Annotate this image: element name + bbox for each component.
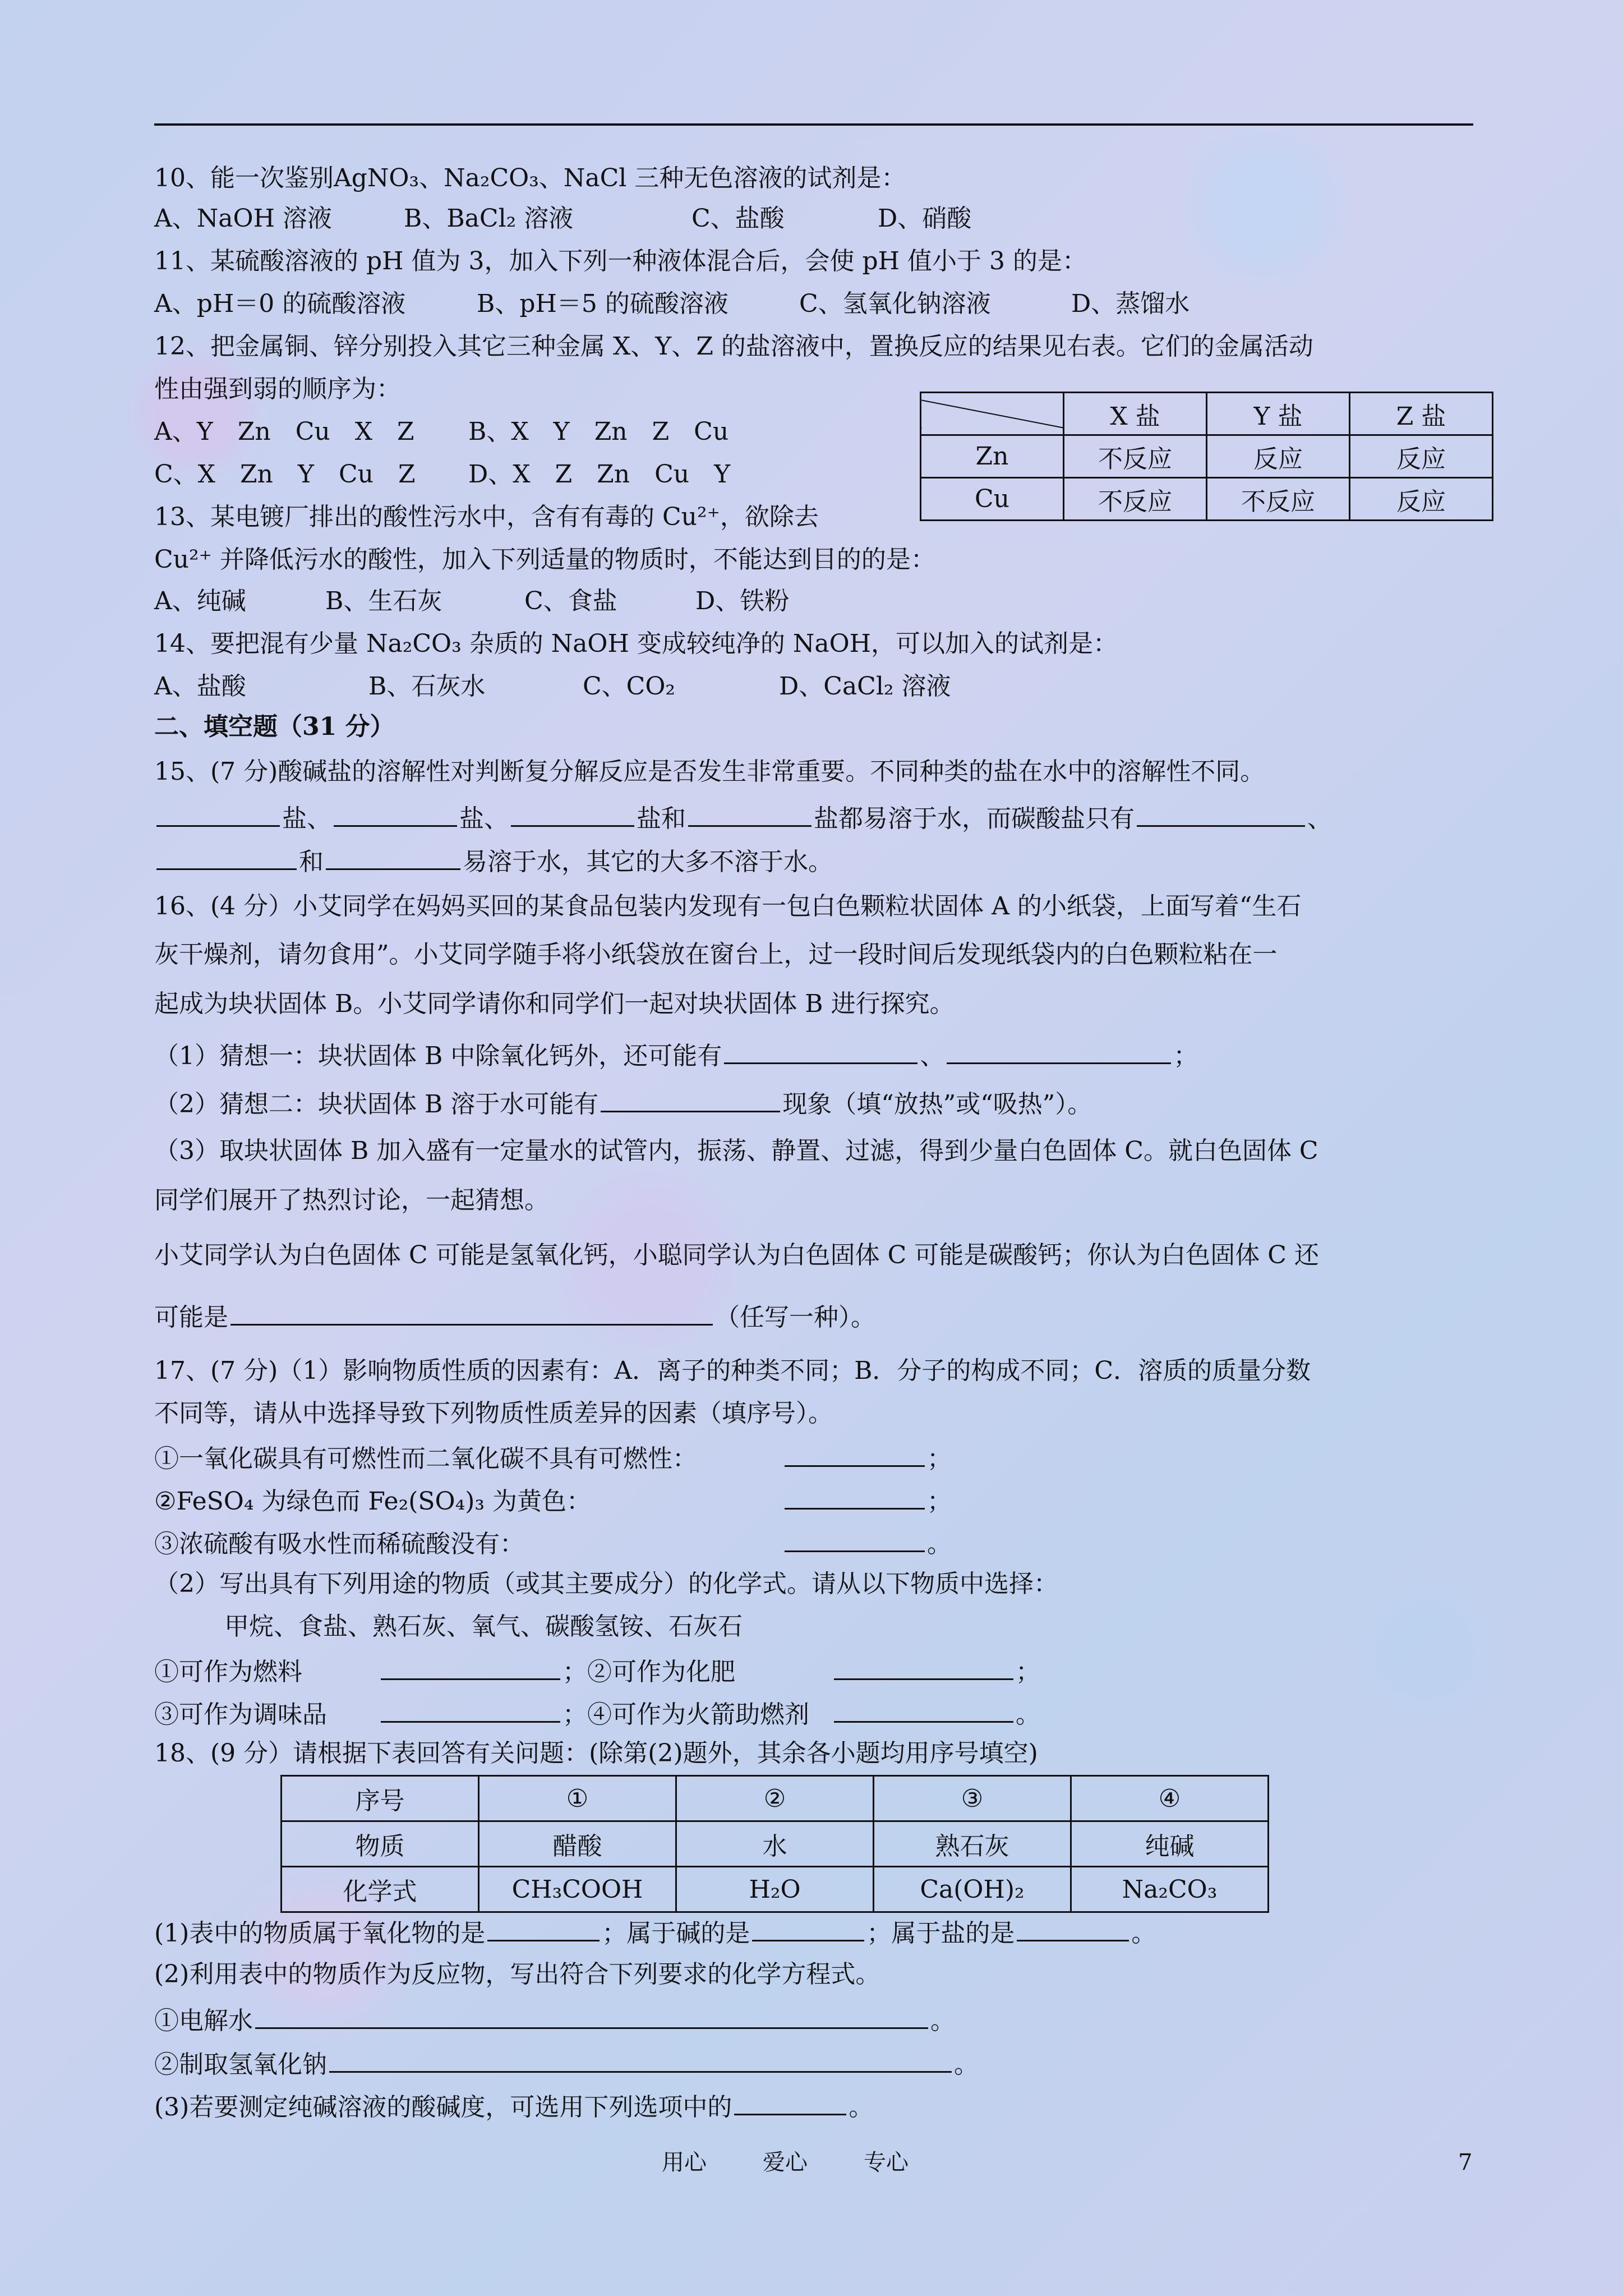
q16-blank[interactable]: [601, 1085, 780, 1112]
q12-option-c: C、X Zn Y Cu Z: [154, 460, 416, 489]
q15-text: 盐和: [637, 804, 686, 833]
header-rule: [154, 123, 1473, 126]
q17-line1: 17、(7 分)（1）影响物质性质的因素有：A．离子的种类不同；B．分子的构成不同；C．溶质的质量分数: [154, 1356, 1311, 1385]
q18-text: 。: [1131, 1919, 1156, 1948]
q18-cell: Na₂CO₃: [1071, 1867, 1269, 1912]
q15-text: 和: [299, 848, 324, 876]
q16-blank[interactable]: [724, 1037, 917, 1064]
q17-item1: [154, 1439, 952, 1476]
q12-options-ab: [154, 415, 728, 449]
q17-text: ③浓硫酸有吸水性而稀硫酸没有：: [154, 1530, 524, 1558]
q11-options: [154, 287, 1189, 321]
q14-stem: 14、要把混有少量 Na₂CO₃ 杂质的 NaOH 变成较纯净的 NaOH，可以加入的试剂是：: [154, 629, 1118, 658]
q17-part2: （2）写出具有下列用途的物质（或其主要成分）的化学式。请从以下物质中选择：: [154, 1570, 1058, 1598]
q18-blank[interactable]: [255, 2001, 928, 2029]
q13-options: [154, 585, 789, 618]
footer-motto-2: 爱心: [763, 2150, 808, 2175]
q10-option-a: A、NaOH 溶液: [154, 204, 332, 233]
q18-blank[interactable]: [734, 2088, 846, 2115]
q12-row-metal: Cu: [921, 478, 1064, 521]
q14-options: [154, 670, 951, 703]
q17-text: ；②可作为化肥: [562, 1658, 735, 1686]
q15-blank[interactable]: [1137, 799, 1305, 827]
q15-line3: [154, 843, 833, 879]
q18-cell: CH₃COOH: [479, 1867, 676, 1912]
q11-option-d: D、蒸馏水: [1071, 289, 1190, 318]
q14-option-d: D、CaCl₂ 溶液: [779, 672, 951, 701]
q12-header-y: Y 盐: [1207, 393, 1350, 435]
q15-text: 盐都易溶于水，而碳酸盐只有: [814, 804, 1135, 833]
q17-text: ①可作为燃料: [154, 1658, 302, 1686]
q16-text: 、: [920, 1042, 945, 1070]
q18-text: 。: [954, 2050, 979, 2079]
q18-cell: 熟石灰: [874, 1821, 1071, 1867]
q12-option-d: D、X Z Zn Cu Y: [468, 460, 731, 489]
q10-option-b: B、BaCl₂ 溶液: [404, 204, 574, 233]
q12-options-cd: [154, 458, 730, 491]
q12-stem-line1: 12、把金属铜、锌分别投入其它三种金属 X、Y、Z 的盐溶液中，置换反应的结果见右表。它们的金属活动: [154, 332, 1313, 361]
q18-sub3: [154, 2088, 873, 2124]
q17-blank[interactable]: [381, 1653, 560, 1680]
q17-item2: [154, 1482, 952, 1519]
q16-text: （任写一种）。: [715, 1303, 875, 1332]
page-number: 7: [1458, 2150, 1473, 2175]
q17-use-line2: [154, 1695, 1040, 1732]
q14-option-b: B、石灰水: [368, 672, 486, 701]
q12-cell: 不反应: [1207, 478, 1350, 521]
q15-text: 盐、: [282, 804, 331, 833]
q17-text: 。: [927, 1530, 952, 1558]
q18-text: 。: [849, 2093, 874, 2122]
q14-option-c: C、CO₂: [583, 672, 676, 701]
q17-text: ①一氧化碳具有可燃性而二氧化碳不具有可燃性：: [154, 1444, 697, 1473]
q18-text: (3)若要测定纯碱溶液的酸碱度，可选用下列选项中的: [154, 2093, 732, 2122]
q12-row-metal: Zn: [921, 435, 1064, 478]
q13-option-b: B、生石灰: [325, 587, 442, 615]
q11-option-b: B、pH＝5 的硫酸溶液: [477, 289, 728, 318]
q18-cell: 水: [676, 1821, 874, 1867]
q15-blank[interactable]: [688, 799, 811, 827]
q15-line2: [154, 799, 1332, 836]
q13-option-d: D、铁粉: [695, 587, 790, 615]
q16-blank[interactable]: [230, 1298, 713, 1326]
q17-text: ；: [927, 1444, 952, 1473]
q18-text: ②制取氢氧化钠: [154, 2050, 327, 2079]
q16-text: （2）猜想二：块状固体 B 溶于水可能有: [154, 1090, 599, 1119]
q13-option-c: C、食盐: [524, 587, 617, 615]
q18-cell: ④: [1071, 1776, 1269, 1821]
q18-text: (1)表中的物质属于氧化物的是: [154, 1919, 486, 1948]
q16-line4: 小艾同学认为白色固体 C 可能是氢氧化钙，小聪同学认为白色固体 C 可能是碳酸钙；你认为白色固体 C 还: [154, 1241, 1319, 1269]
q18-sub2: (2)利用表中的物质作为反应物，写出符合下列要求的化学方程式。: [154, 1960, 880, 1989]
q17-text: ；④可作为火箭助燃剂: [562, 1700, 809, 1729]
q18-cell: ①: [479, 1776, 676, 1821]
q12-header-z: Z 盐: [1350, 393, 1493, 435]
q18-blank[interactable]: [487, 1914, 600, 1941]
q18-cell: ③: [874, 1776, 1071, 1821]
q18-cell: Ca(OH)₂: [874, 1867, 1071, 1912]
q15-blank[interactable]: [326, 843, 460, 870]
q12-table-corner: [921, 393, 1064, 435]
q17-blank[interactable]: [834, 1653, 1013, 1680]
q12-option-b: B、X Y Zn Z Cu: [468, 417, 729, 446]
q13-stem-line2: Cu²⁺ 并降低污水的酸性，加入下列适量的物质时，不能达到目的的是：: [154, 545, 935, 574]
q18-sub1: [154, 1914, 1156, 1950]
q18-text: ；属于盐的是: [866, 1919, 1015, 1948]
q16-guess1: [154, 1037, 1198, 1073]
q16-line3: 起成为块状固体 B。小艾同学请你和同学们一起对块状固体 B 进行探究。: [154, 990, 955, 1018]
q15-blank[interactable]: [156, 799, 280, 827]
q17-text: 。: [1016, 1700, 1040, 1729]
q12-stem-line2: 性由强到弱的顺序为：: [154, 375, 401, 403]
q16-text: 可能是: [154, 1303, 228, 1332]
q15-blank[interactable]: [156, 843, 297, 870]
q15-text: 易溶于水，其它的大多不溶于水。: [463, 848, 833, 876]
q17-blank[interactable]: [785, 1439, 925, 1467]
q17-use-line1: [154, 1653, 1040, 1689]
q16-step3-line2: 同学们展开了热烈讨论，一起猜想。: [154, 1186, 549, 1214]
q17-blank[interactable]: [785, 1525, 925, 1552]
q12-cell: 不反应: [1064, 478, 1207, 521]
q10-stem: 10、能一次鉴别AgNO₃、Na₂CO₃、NaCl 三种无色溶液的试剂是：: [154, 164, 906, 192]
q16-line1: 16、(4 分）小艾同学在妈妈买回的某食品包装内发现有一包白色颗粒状固体 A 的小纸袋，上面写着“生石: [154, 892, 1302, 921]
q17-text: ；: [927, 1487, 952, 1516]
q12-cell: 反应: [1350, 435, 1493, 478]
q17-blank[interactable]: [381, 1695, 560, 1723]
q16-line2: 灰干燥剂，请勿食用”。小艾同学随手将小纸袋放在窗台上，过一段时间后发现纸袋内的白色颗粒粘在一: [154, 940, 1278, 969]
q18-cell: 序号: [282, 1776, 479, 1821]
q12-header-x: X 盐: [1064, 393, 1207, 435]
q14-option-a: A、盐酸: [154, 672, 246, 701]
q11-option-c: C、氢氧化钠溶液: [799, 289, 991, 318]
q12-cell: 反应: [1207, 435, 1350, 478]
q15-line1: 15、(7 分)酸碱盐的溶解性对判断复分解反应是否发生非常重要。不同种类的盐在水中的溶解性不同。: [154, 757, 1265, 786]
q16-text: ；: [1173, 1042, 1198, 1070]
q16-line5: [154, 1298, 875, 1335]
q18-blank[interactable]: [1017, 1914, 1129, 1941]
q18-cell: 纯碱: [1071, 1821, 1269, 1867]
q18-sub2b: [154, 2045, 979, 2082]
q16-blank[interactable]: [947, 1037, 1171, 1064]
q18-substance-table: [280, 1775, 1269, 1913]
q18-cell: 醋酸: [479, 1821, 676, 1867]
q11-option-a: A、pH＝0 的硫酸溶液: [154, 289, 406, 318]
q17-blank[interactable]: [785, 1482, 925, 1510]
q10-option-d: D、硝酸: [878, 204, 972, 233]
q12-option-a: A、Y Zn Cu X Z: [154, 417, 414, 446]
q17-text: ②FeSO₄ 为绿色而 Fe₂(SO₄)₃ 为黄色：: [154, 1487, 592, 1516]
section-title: 二、填空题（31 分）: [154, 712, 395, 741]
q18-text: ；属于碱的是: [602, 1919, 750, 1948]
q17-line2: 不同等，请从中选择导致下列物质性质差异的因素（填序号）。: [154, 1399, 833, 1428]
footer-motto-1: 用心: [662, 2150, 707, 2175]
q17-text: ③可作为调味品: [154, 1700, 327, 1729]
q18-text: 。: [930, 2007, 955, 2035]
q13-stem-line1: 13、某电镀厂排出的酸性污水中，含有有毒的 Cu²⁺，欲除去: [154, 503, 819, 531]
q15-blank[interactable]: [511, 799, 634, 827]
q15-text: 、: [1307, 804, 1332, 833]
q17-blank[interactable]: [834, 1695, 1013, 1723]
q12-cell: 反应: [1350, 478, 1493, 521]
q17-item3: [154, 1525, 952, 1561]
q16-text: （1）猜想一：块状固体 B 中除氧化钙外，还可能有: [154, 1042, 722, 1070]
q15-text: 盐、: [459, 804, 509, 833]
q12-reaction-table: [920, 392, 1493, 521]
q18-cell: H₂O: [676, 1867, 874, 1912]
q17-text: ；: [1016, 1658, 1040, 1686]
q12-cell: 不反应: [1064, 435, 1207, 478]
q15-blank[interactable]: [334, 799, 457, 827]
q10-option-c: C、盐酸: [691, 204, 785, 233]
q18-cell: 物质: [282, 1821, 479, 1867]
q18-cell: ②: [676, 1776, 874, 1821]
q18-blank[interactable]: [329, 2045, 952, 2073]
q10-options: [154, 202, 971, 236]
q11-stem: 11、某硫酸溶液的 pH 值为 3，加入下列一种液体混合后，会使 pH 值小于 3 的是：: [154, 247, 1087, 275]
q18-cell: 化学式: [282, 1867, 479, 1912]
q18-sub2a: [154, 2001, 955, 2038]
q16-text: 现象（填“放热”或“吸热”）。: [782, 1090, 1092, 1119]
q16-guess2: [154, 1085, 1092, 1121]
q13-option-a: A、纯碱: [154, 587, 246, 615]
footer-motto-3: 专心: [864, 2150, 909, 2175]
q16-step3-line1: （3）取块状固体 B 加入盛有一定量水的试管内，振荡、静置、过滤，得到少量白色固体 C。就白色固体 C: [154, 1137, 1318, 1165]
q18-blank[interactable]: [752, 1914, 864, 1941]
q17-substance-list: 甲烷、食盐、熟石灰、氧气、碳酸氢铵、石灰石: [224, 1612, 743, 1641]
q18-text: ①电解水: [154, 2007, 253, 2035]
q18-line1: 18、(9 分）请根据下表回答有关问题：(除第(2)题外，其余各小题均用序号填空): [154, 1739, 1038, 1768]
